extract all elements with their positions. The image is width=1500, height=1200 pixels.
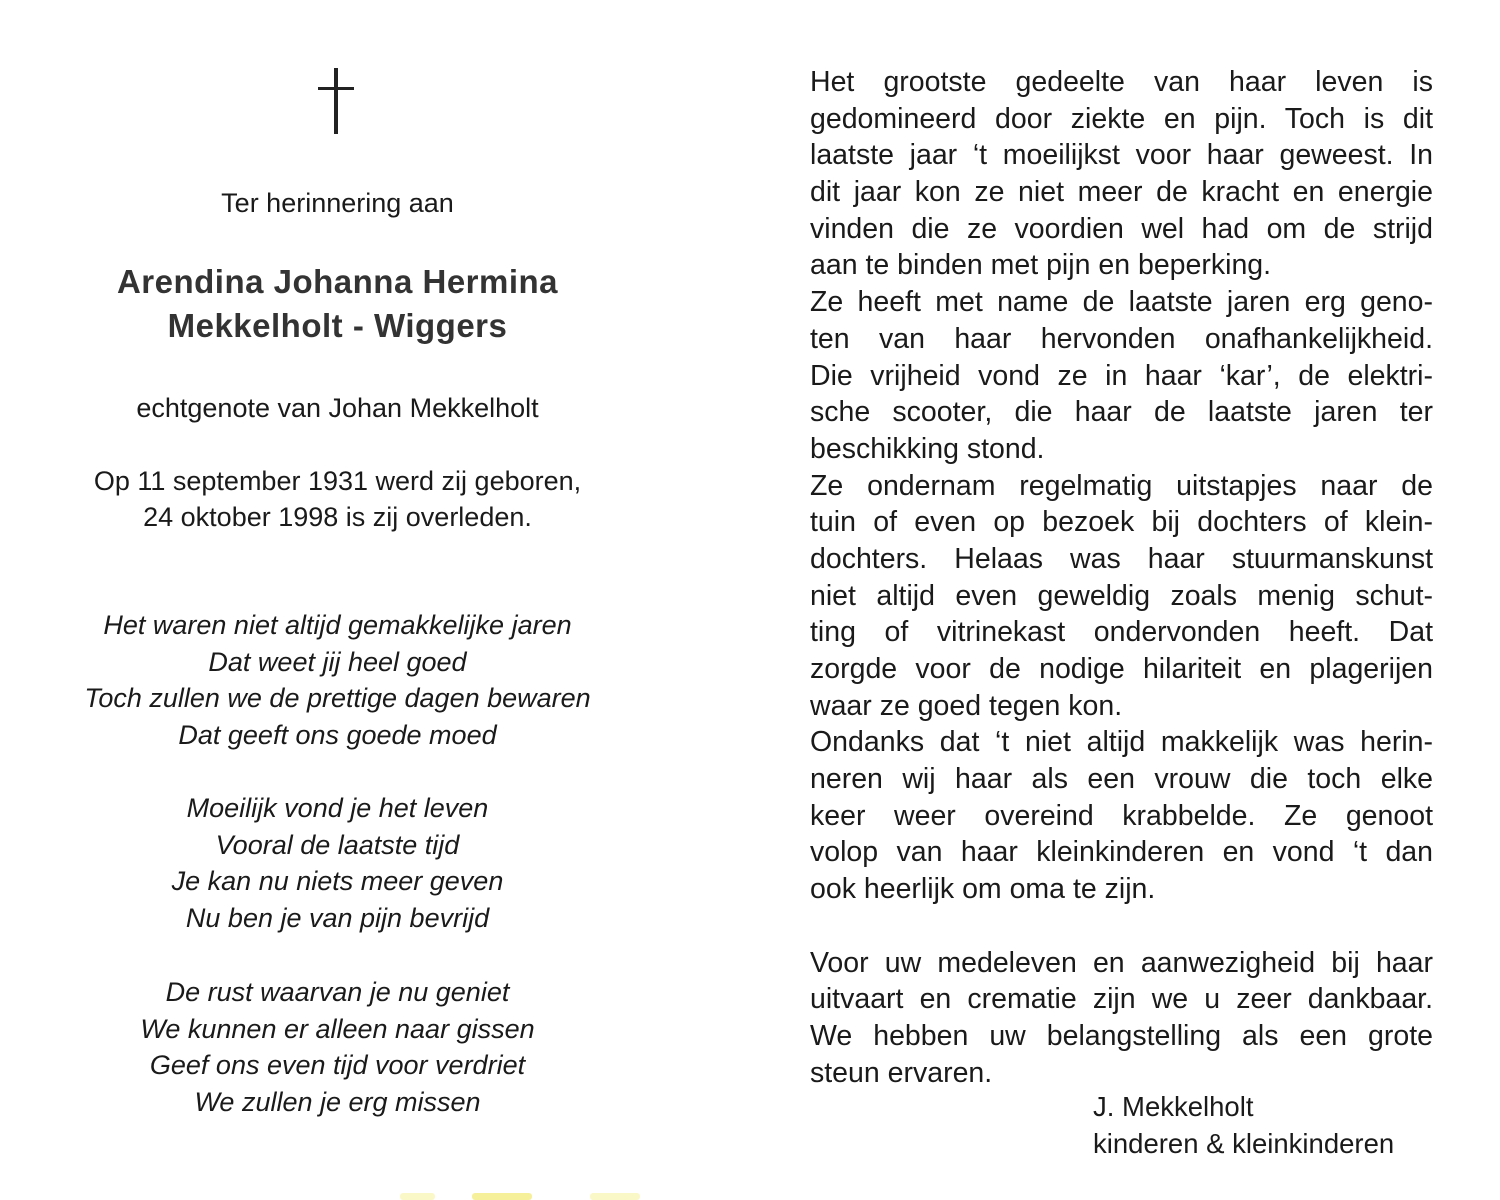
body-text-line: Die vrijheid vond ze in haar ‘kar’, de elektri- [810,359,1433,392]
deceased-name-line2: Mekkelholt - Wiggers [167,307,508,344]
body-text-line: vinden die ze voordien wel had om de strijd [810,212,1433,245]
body-text-line: tuin of even op bezoek bij dochters of klein- [810,506,1433,539]
body-text-line: beschikking stond. [810,432,1045,465]
body-text-line: ook heerlijk om oma te zijn. [810,873,1156,906]
paper-stain [590,1193,640,1200]
poem-line: Je kan nu niets meer geven [171,866,504,897]
paper-stain [472,1193,532,1200]
body-text-line: aan te binden met pijn en beperking. [810,249,1272,282]
spouse-text: echtgenote van Johan Mekkelholt [136,393,539,423]
body-text-line: ting of vitrinekast ondervonden heeft. Dat [810,616,1433,649]
thanks-text-line: steun ervaren. [810,1056,993,1089]
right-panel [810,64,1433,1091]
body-text-line: sche scooter, die haar de laatste jaren ter [810,396,1433,429]
body-text-line: waar ze goed tegen kon. [810,689,1123,722]
signature-family: kinderen & kleinkinderen [1093,1128,1395,1159]
poem-line: Toch zullen we de prettige dagen bewaren [84,683,591,714]
body-text-line: keer weer overeind krabbelde. Ze genoot [810,799,1433,832]
poem-line: We zullen je erg missen [194,1087,481,1118]
body-text-line: neren wij haar als een vrouw die toch elke [810,763,1433,796]
thanks-text-line: We hebben uw belangstelling als een grote [810,1019,1433,1052]
paragraph-gap [810,908,1433,945]
body-text-line: Ondanks dat ‘t niet altijd makkelijk was herin- [810,726,1433,759]
thanks-text-line: Voor uw medeleven en aanwezigheid bij haar [810,946,1433,979]
body-text-line: Het grootste gedeelte van haar leven is [810,66,1433,98]
cross-icon [306,68,366,136]
poem-line: Vooral de laatste tijd [215,829,460,860]
body-text-line: Ze heeft met name de laatste jaren erg geno- [810,286,1433,319]
poem-line: We kunnen er alleen naar gissen [140,1013,535,1044]
poem-line: Het waren niet altijd gemakkelijke jaren [103,610,572,640]
poem-line: Moeilijk vond je het leven [186,793,489,823]
body-text-line: dochters. Helaas was haar stuurmanskunst [810,542,1433,575]
thanks-text-line: uitvaart en crematie zijn we u zeer dankbaar. [810,983,1433,1016]
poem-line: Dat geeft ons goede moed [178,720,497,751]
intro-text: Ter herinnering aan [221,188,454,218]
body-text-line: Ze ondernam regelmatig uitstapjes naar de [810,469,1433,502]
birth-text: Op 11 september 1931 werd zij geboren, [93,466,582,496]
poem-line: Geef ons even tijd voor verdriet [149,1050,526,1081]
paper-stain [400,1193,435,1200]
signature-name: J. Mekkelholt [1093,1091,1254,1122]
death-text: 24 oktober 1998 is zij overleden. [143,502,532,532]
deceased-name-line1: Arendina Johanna Hermina [116,263,559,300]
body-text-line: laatste jaar ‘t moeilijkst voor haar geweest. In [810,139,1433,172]
poem-line: Dat weet jij heel goed [208,646,467,677]
body-text-line: gedomineerd door ziekte en pijn. Toch is dit [810,102,1433,135]
body-text-line: dit jaar kon ze niet meer de kracht en energie [810,176,1433,209]
body-text-line: volop van haar kleinkinderen en vond ‘t dan [810,836,1433,869]
poem-line: De rust waarvan je nu geniet [165,977,510,1007]
body-text-line: niet altijd even geweldig zoals menig schut- [810,579,1433,612]
poem-line: Nu ben je van pijn bevrijd [185,903,490,934]
body-text-line: zorgde voor de nodige hilariteit en plagerijen [810,653,1433,685]
body-text-line: ten van haar hervonden onafhankelijkheid. [810,322,1433,355]
